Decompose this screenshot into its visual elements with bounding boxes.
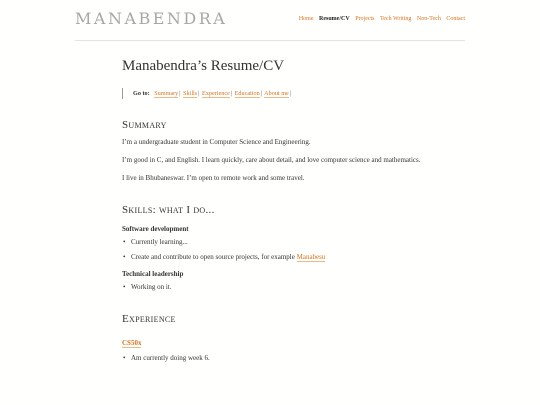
experience-list — [122, 353, 422, 364]
nav-projects[interactable]: Projects — [355, 16, 375, 22]
nav-tech-writing[interactable]: Tech Writing — [380, 16, 412, 22]
main-nav — [295, 16, 465, 22]
summary-paragraph-2: I’m good in C, and English. I learn quickly, care about detail, and love computer science and mathematics. — [122, 156, 421, 164]
summary-section — [122, 119, 422, 184]
goto-skills-link[interactable]: Skills — [183, 90, 198, 97]
list-item: • Create and contribute to open source projects, for example Manabesu — [122, 252, 422, 263]
skills-section — [122, 204, 422, 293]
list-item: • Am currently doing week 6. — [122, 353, 422, 364]
software-dev-list — [122, 237, 422, 263]
summary-paragraph-3: I live in Bhubaneswar. I’m open to remote work and some travel. — [122, 174, 305, 182]
list-item: • Currently learning... — [122, 237, 422, 248]
goto-summary-link[interactable]: Summary — [154, 90, 179, 97]
goto-about-link[interactable]: About me — [264, 90, 289, 97]
site-title[interactable]: MANABENDRA — [75, 9, 228, 28]
main-content — [122, 58, 422, 364]
goto-bar: Go to: Summary| Skills| Experience| Education| About me| — [122, 88, 422, 99]
site-header — [75, 0, 465, 41]
experience-section — [122, 313, 422, 364]
goto-label: Go to: — [133, 90, 150, 97]
summary-heading: Summary — [122, 119, 167, 131]
goto-education-link[interactable]: Education — [234, 90, 260, 97]
list-item: • Working on it. — [122, 282, 422, 293]
manabesu-link[interactable]: Manabesu — [296, 253, 326, 261]
software-dev-title: Software development — [122, 225, 189, 233]
nav-contact[interactable]: Contact — [446, 16, 465, 22]
nav-home[interactable]: Home — [298, 16, 314, 22]
page-title: Manabendra’s Resume/CV — [122, 58, 285, 74]
nav-resume[interactable]: Resume/CV — [319, 16, 350, 22]
experience-heading: Experience — [122, 313, 176, 325]
tech-leadership-list — [122, 282, 422, 293]
goto-experience-link[interactable]: Experience — [201, 90, 230, 97]
skills-heading: Skills: what I do... — [122, 204, 215, 216]
nav-non-tech[interactable]: Non-Tech — [416, 16, 441, 22]
tech-leadership-title: Technical leadership — [122, 270, 184, 278]
summary-paragraph-1: I’m a undergraduate student in Computer Science and Engineering. — [122, 138, 311, 146]
cs50x-link[interactable]: CS50x — [122, 339, 142, 347]
